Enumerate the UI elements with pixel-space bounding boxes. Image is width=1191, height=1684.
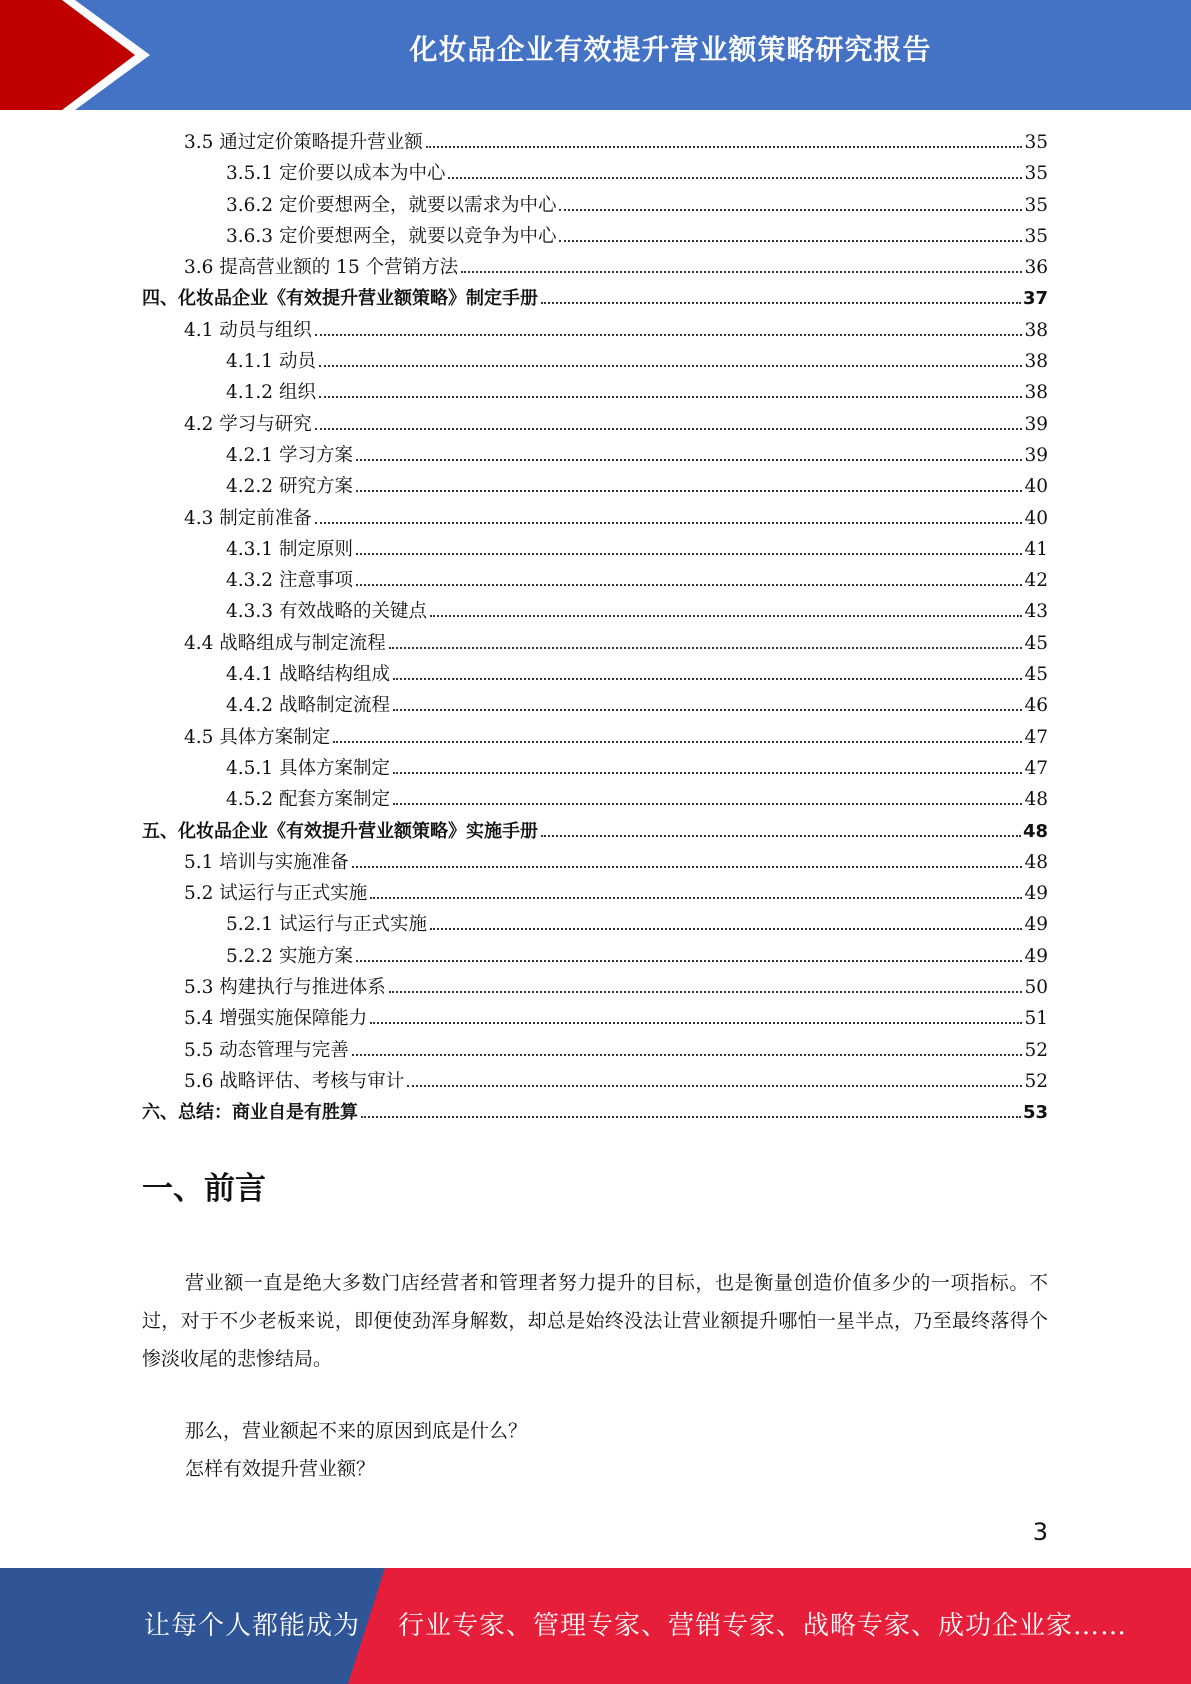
dot-leader [541,301,1021,304]
dot-leader [393,771,1022,774]
toc-entry-page: 46 [1024,695,1048,717]
toc-entry[interactable] [142,1036,1048,1067]
dot-leader [370,896,1022,899]
toc-entry-title: 4.3 制定前准备 [184,507,312,529]
toc-entry-title: 4.4.2 战略制定流程 [226,695,390,717]
toc-entry-title: 4.2.2 研究方案 [226,476,353,498]
dot-leader [389,990,1023,993]
toc-entry-page: 49 [1024,945,1048,967]
toc-entry-title: 4.3.3 有效战略的关键点 [226,601,427,623]
toc-entry-title: 4.4.1 战略结构组成 [226,664,390,686]
toc-entry-page: 39 [1024,413,1048,435]
toc-entry[interactable] [142,754,1048,785]
page-number: 3 [1032,1518,1048,1546]
dot-leader [356,959,1023,962]
dot-leader [430,927,1022,930]
toc-entry-title: 四、化妆品企业《有效提升营业额策略》制定手册 [142,288,538,310]
toc-entry[interactable] [142,284,1048,315]
toc-entry[interactable] [142,1098,1048,1129]
toc-entry-page: 45 [1024,664,1048,686]
dot-leader [461,270,1022,273]
report-title: 化妆品企业有效提升营业额策略研究报告 [409,33,932,66]
toc-entry[interactable] [142,660,1048,691]
dot-leader [319,395,1023,398]
toc-entry-page: 35 [1024,132,1048,153]
toc-entry[interactable] [142,378,1048,409]
toc-entry-page: 49 [1024,914,1048,936]
toc-entry[interactable] [142,191,1048,222]
toc-entry-page: 40 [1024,507,1048,529]
toc-entry[interactable] [142,848,1048,879]
toc-entry-page: 43 [1024,601,1048,623]
toc-entry-title: 六、总结：商业自是有胜算 [142,1102,358,1124]
dot-leader [356,489,1023,492]
header-banner [0,0,1191,110]
footer-banner [0,1568,1191,1684]
toc-entry-page: 45 [1024,632,1048,654]
toc-entry-page: 53 [1022,1102,1048,1124]
toc-entry-title: 5.3 构建执行与推进体系 [184,977,386,999]
toc-entry-page: 50 [1024,977,1048,999]
question-line: 那么，营业额起不来的原因到底是什么？ [185,1420,528,1442]
dot-leader [389,646,1023,649]
dot-leader [315,333,1023,336]
toc-entry-page: 48 [1022,820,1048,842]
toc-entry-title: 4.5.2 配套方案制定 [226,789,390,811]
toc-entry[interactable] [142,723,1048,754]
table-of-contents [142,128,1048,1130]
toc-entry[interactable] [142,691,1048,722]
dot-leader [356,458,1023,461]
toc-entry-page: 48 [1024,851,1048,873]
section-heading: 一、前言 [142,1171,266,1207]
dot-leader [356,552,1023,555]
toc-entry-page: 38 [1024,382,1048,404]
dot-leader [448,176,1022,179]
toc-entry-page: 35 [1024,163,1048,185]
toc-entry-title: 3.5.1 定价要以成本为中心 [226,163,446,185]
toc-entry-title: 4.1.1 动员 [226,351,316,373]
question-line: 怎样有效提升营业额？ [185,1458,376,1480]
dot-leader [319,364,1023,367]
toc-entry[interactable] [142,128,1048,159]
toc-entry[interactable] [142,879,1048,910]
toc-entry-title: 5.2 试运行与正式实施 [184,883,368,905]
footer-slogan-right: 行业专家、管理专家、营销专家、战略专家、成功企业家…… [398,1611,1128,1641]
dot-leader [541,834,1021,837]
toc-entry[interactable] [142,566,1048,597]
toc-entry-title: 4.2 学习与研究 [184,413,312,435]
toc-entry-title: 5.1 培训与实施准备 [184,851,349,873]
toc-entry-title: 5.2.2 实施方案 [226,945,353,967]
dot-leader [559,239,1022,242]
toc-entry[interactable] [142,1004,1048,1035]
toc-entry[interactable] [142,410,1048,441]
toc-entry-title: 3.6 提高营业额的 15 个营销方法 [184,257,459,279]
toc-entry-page: 35 [1024,194,1048,216]
toc-entry-title: 5.6 战略评估、考核与审计 [184,1070,405,1092]
toc-entry-page: 51 [1024,1008,1048,1030]
dot-leader [352,865,1023,868]
toc-entry-title: 4.2.1 学习方案 [226,444,353,466]
toc-entry-page: 37 [1022,288,1048,310]
toc-entry-page: 52 [1024,1039,1048,1061]
red-chevron-decoration [0,0,150,110]
toc-entry-page: 47 [1024,726,1048,748]
dot-leader [393,708,1022,711]
toc-entry-title: 4.3.1 制定原则 [226,538,353,560]
toc-entry[interactable] [142,1067,1048,1098]
toc-entry-title: 3.6.2 定价要想两全，就要以需求为中心 [226,194,557,216]
toc-entry[interactable] [142,973,1048,1004]
toc-entry-title: 5.4 增强实施保障能力 [184,1008,368,1030]
toc-entry-page: 36 [1024,257,1048,279]
toc-entry-page: 39 [1024,444,1048,466]
dot-leader [393,802,1022,805]
dot-leader [361,1115,1021,1118]
toc-entry-page: 38 [1024,319,1048,341]
toc-entry-title: 4.5 具体方案制定 [184,726,331,748]
dot-leader [370,1021,1022,1024]
dot-leader [430,614,1022,617]
toc-entry[interactable] [142,222,1048,253]
toc-entry-title: 3.5 通过定价策略提升营业额 [184,132,423,153]
toc-entry[interactable] [142,942,1048,973]
dot-leader [393,677,1022,680]
toc-entry[interactable] [142,504,1048,535]
toc-entry-page: 42 [1024,570,1048,592]
toc-entry[interactable] [142,817,1048,848]
dot-leader [426,145,1023,148]
toc-entry-page: 49 [1024,883,1048,905]
toc-entry[interactable] [142,629,1048,660]
toc-entry[interactable] [142,472,1048,503]
toc-entry[interactable] [142,441,1048,472]
toc-entry-title: 3.6.3 定价要想两全，就要以竞争为中心 [226,225,557,247]
toc-entry-page: 47 [1024,757,1048,779]
toc-entry-title: 4.4 战略组成与制定流程 [184,632,386,654]
toc-entry-title: 5.5 动态管理与完善 [184,1039,349,1061]
dot-leader [315,521,1023,524]
toc-entry-title: 5.2.1 试运行与正式实施 [226,914,427,936]
toc-entry-title: 五、化妆品企业《有效提升营业额策略》实施手册 [142,820,538,842]
dot-leader [315,427,1023,430]
toc-entry-title: 4.1 动员与组织 [184,319,312,341]
toc-entry-page: 52 [1024,1070,1048,1092]
toc-entry[interactable] [142,597,1048,628]
dot-leader [352,1053,1023,1056]
toc-entry-page: 35 [1024,225,1048,247]
dot-leader [559,208,1022,211]
toc-entry-title: 4.1.2 组织 [226,382,316,404]
toc-entry-title: 4.5.1 具体方案制定 [226,757,390,779]
toc-entry[interactable] [142,535,1048,566]
toc-entry[interactable] [142,785,1048,816]
footer-slogan-left: 让每个人都能成为 [144,1611,361,1641]
toc-entry[interactable] [142,253,1048,284]
toc-entry-title: 4.3.2 注意事项 [226,570,353,592]
toc-entry[interactable] [142,347,1048,378]
toc-entry[interactable] [142,910,1048,941]
intro-paragraph: 营业额一直是绝大多数门店经营者和管理者努力提升的目标，也是衡量创造价值多少的一项指标。不过，对于不少老板来说，即便使劲浑身解数，却总是始终没法让营业额提升哪怕一星半点，乃至最终落得个惨淡收尾的悲惨结局。 [142,1272,1048,1370]
toc-entry[interactable] [142,159,1048,190]
toc-entry[interactable] [142,316,1048,347]
toc-entry-page: 40 [1024,476,1048,498]
dot-leader [333,740,1022,743]
dot-leader [356,583,1023,586]
dot-leader [407,1084,1022,1087]
toc-entry-page: 41 [1024,538,1048,560]
toc-entry-page: 38 [1024,351,1048,373]
toc-entry-page: 48 [1024,789,1048,811]
